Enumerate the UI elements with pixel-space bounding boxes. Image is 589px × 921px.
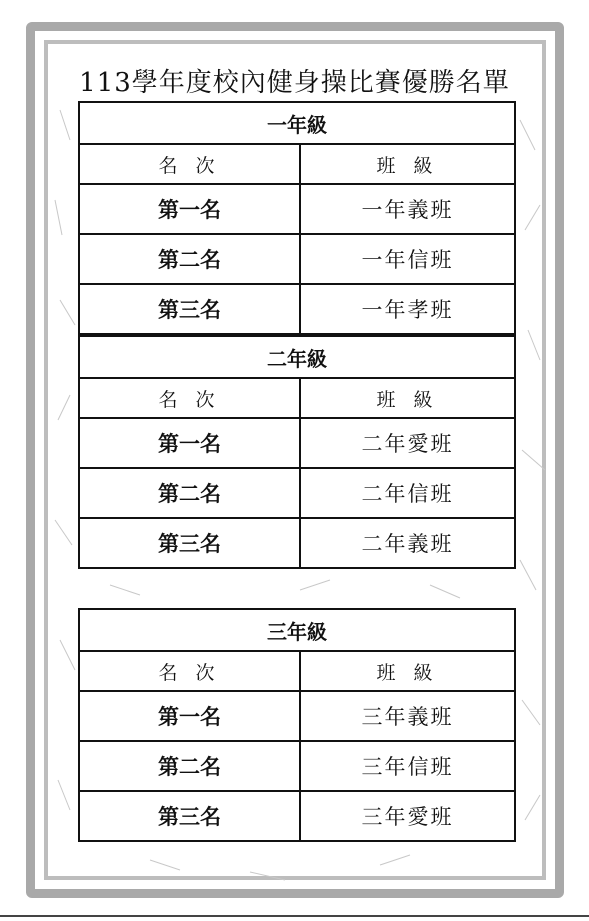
rank-cell: 第二名: [79, 234, 300, 284]
class-cell: 三年愛班: [300, 791, 515, 841]
class-cell: 二年義班: [300, 518, 515, 568]
rank-column-header: 名 次: [79, 651, 300, 691]
grade-heading: 一年級: [79, 102, 515, 144]
rank-cell: 第三名: [79, 284, 300, 334]
table-row: [79, 284, 515, 334]
rank-cell: 第一名: [79, 691, 300, 741]
rank-cell: 第一名: [79, 418, 300, 468]
table-row: [79, 234, 515, 284]
grade-heading: 二年級: [79, 336, 515, 378]
rank-cell: 第二名: [79, 468, 300, 518]
rank-column-header: 名 次: [79, 144, 300, 184]
rank-cell: 第一名: [79, 184, 300, 234]
rank-cell: 第二名: [79, 741, 300, 791]
table-row: [79, 741, 515, 791]
table-row: [79, 791, 515, 841]
rank-column-header: 名 次: [79, 378, 300, 418]
grade-heading: 三年級: [79, 609, 515, 651]
table-row: [79, 518, 515, 568]
class-cell: 二年愛班: [300, 418, 515, 468]
table-row: [79, 184, 515, 234]
table-row: [79, 468, 515, 518]
table-row: [79, 418, 515, 468]
bottom-rule: [0, 915, 589, 917]
class-cell: 三年義班: [300, 691, 515, 741]
grade-table-2: [78, 335, 516, 569]
class-cell: 一年信班: [300, 234, 515, 284]
rank-cell: 第三名: [79, 518, 300, 568]
table-row: [79, 691, 515, 741]
class-column-header: 班 級: [300, 144, 515, 184]
rank-cell: 第三名: [79, 791, 300, 841]
class-cell: 二年信班: [300, 468, 515, 518]
grade-table-1: [78, 101, 516, 335]
class-column-header: 班 級: [300, 378, 515, 418]
class-column-header: 班 級: [300, 651, 515, 691]
class-cell: 一年孝班: [300, 284, 515, 334]
page-title: 113學年度校內健身操比賽優勝名單: [79, 68, 510, 98]
grade-table-3: [78, 608, 516, 842]
class-cell: 三年信班: [300, 741, 515, 791]
class-cell: 一年義班: [300, 184, 515, 234]
